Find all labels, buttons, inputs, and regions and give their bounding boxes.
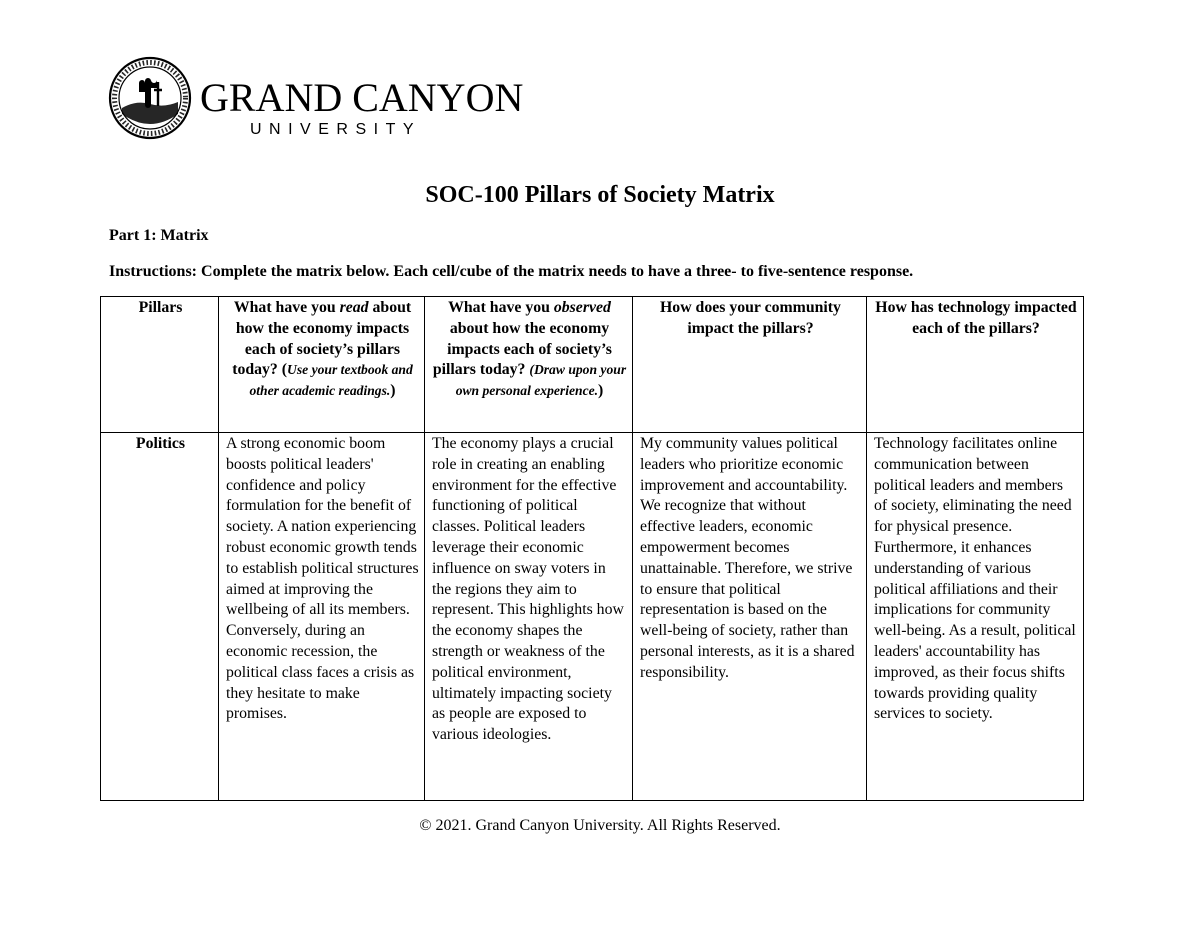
cell-technology: Technology facilitates online communication between political leaders and members of society, eliminating the need for physical presence. Furthermore, it enhances understanding of various political affiliations and their implications for community well-being. As a result, political leaders' accountability has improved, as their focus shifts towards providing quality services to society. [867, 433, 1084, 801]
seal-icon [108, 56, 524, 142]
header-read-em: read [339, 299, 369, 316]
logo-wordmark: GRAND CANYON [200, 75, 524, 120]
header-read-post: about how the economy impacts each of society’s pillars today? ( [232, 299, 412, 379]
header-pillars: Pillars [101, 297, 219, 433]
header-read [219, 297, 425, 433]
cell-read: A strong economic boom boosts political leaders' confidence and policy formulation for the benefit of society. A nation experiencing robust economic growth tends to establish political structures aimed at improving the wellbeing of all its members. Conversely, during an economic recession, the political class faces a crisis as they hesitate to make promises. [219, 433, 425, 801]
header-technology: How has technology impacted each of the pillars? [867, 297, 1084, 433]
header-observed-note: (Draw upon your own personal experience. [455, 362, 627, 399]
pillars-matrix-table [100, 296, 1084, 801]
header-observed-pre: What have you [448, 299, 554, 316]
table-header-row [101, 297, 1084, 433]
header-observed-post: about how the economy impacts each of society’s pillars today? [432, 319, 612, 379]
cell-community: My community values political leaders who prioritize economic improvement and accountability. We recognize that without effective leaders, economic empowerment becomes unattainable. Therefore, we strive to ensure that political representation is based on the well-being of society, rather than personal interests, as it is a shared responsibility. [633, 433, 867, 801]
cell-observed: The economy plays a crucial role in creating an enabling environment for the effective functioning of political classes. Political leaders leverage their economic influence on sway voters in the regions they aim to represent. This highlights how the economy shapes the strength or weakness of the political environment, ultimately impacting society as people are exposed to various ideologies. [425, 433, 633, 801]
instructions-text: Instructions: Complete the matrix below. Each cell/cube of the matrix needs to have a three- to five-sentence response. [109, 263, 914, 280]
header-observed [425, 297, 633, 433]
document-title: SOC-100 Pillars of Society Matrix [425, 182, 775, 208]
part-heading: Part 1: Matrix [109, 227, 209, 244]
header-read-pre: What have you [233, 299, 340, 316]
copyright-footer: © 2021. Grand Canyon University. All Rights Reserved. [419, 817, 781, 834]
header-read-close: ) [390, 382, 396, 400]
logo-subtitle: UNIVERSITY [250, 121, 422, 138]
header-read-note: Use your textbook and other academic readings. [249, 362, 413, 399]
table-row-politics [101, 433, 1084, 801]
header-observed-close: ) [598, 382, 604, 400]
header-observed-em: observed [553, 299, 611, 316]
cell-pillar: Politics [101, 433, 219, 801]
header-community: How does your community impact the pillars? [633, 297, 867, 433]
university-logo [108, 56, 524, 142]
